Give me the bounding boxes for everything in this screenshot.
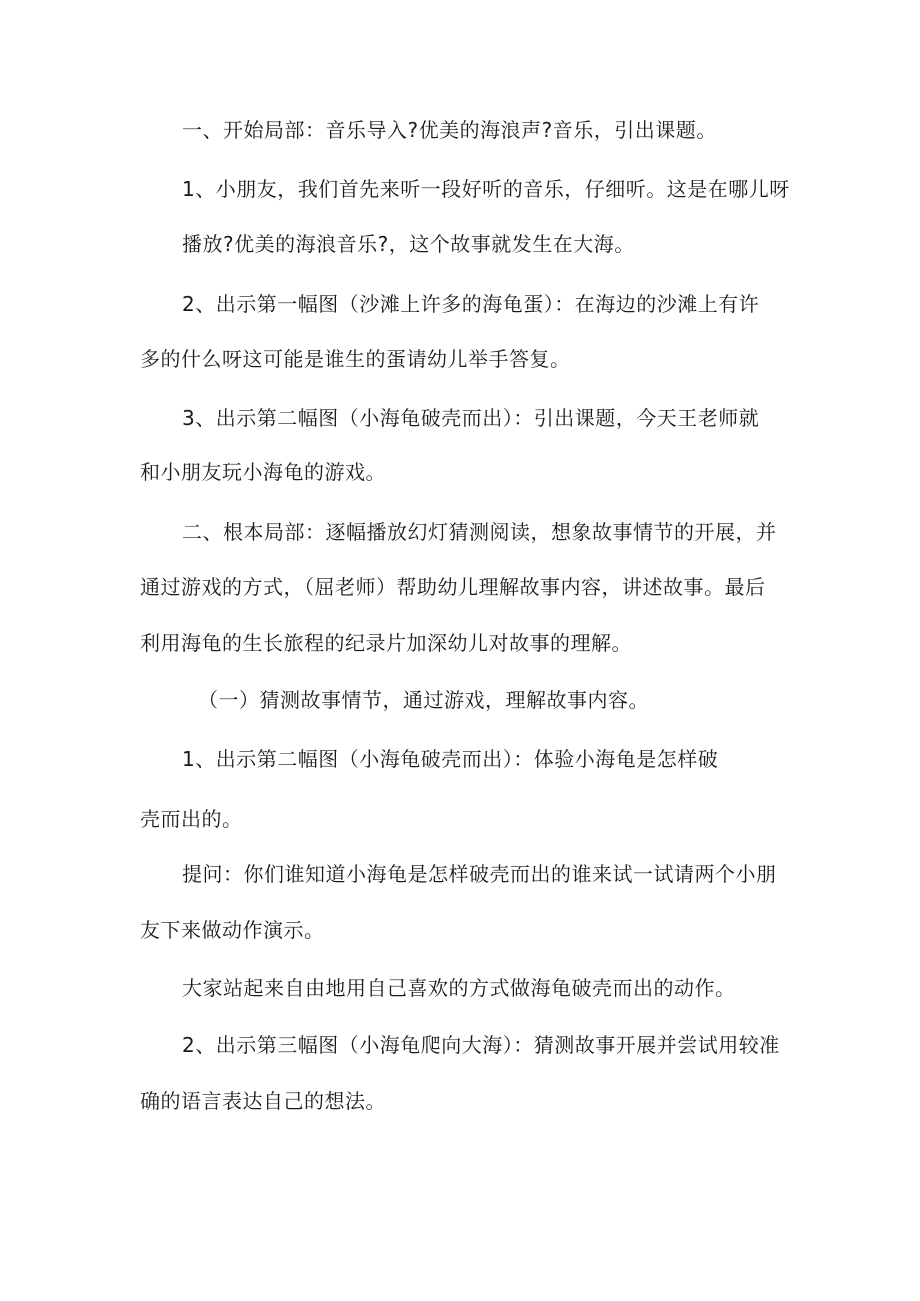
- subsection-heading: （一）猜测故事情节，通过游戏，理解故事内容。: [198, 688, 649, 712]
- paragraph-line: 利用海龟的生长旅程的纪录片加深幼儿对故事的理解。: [140, 631, 632, 655]
- paragraph-line: 1、出示第二幅图（小海龟破壳而出）：体验小海龟是怎样破: [182, 747, 719, 771]
- paragraph-line: 2、出示第三幅图（小海龟爬向大海）：猜测故事开展并尝试用较准: [182, 1033, 780, 1057]
- section-heading-opening: 一、开始局部：音乐导入?优美的海浪声?音乐，引出课题。: [182, 118, 717, 142]
- paragraph-line: 提问：你们谁知道小海龟是怎样破壳而出的谁来试一试请两个小朋: [182, 862, 777, 886]
- paragraph-line: 壳而出的。: [140, 807, 243, 831]
- paragraph-line: 通过游戏的方式，（屈老师）帮助幼儿理解故事内容，讲述故事。最后: [140, 575, 766, 599]
- section-heading-main: 二、根本局部：逐幅播放幻灯猜测阅读，想象故事情节的开展，并: [182, 520, 777, 544]
- paragraph-line: 多的什么呀这可能是谁生的蛋请幼儿举手答复。: [140, 347, 571, 371]
- paragraph-line: 播放?优美的海浪音乐?，这个故事就发生在大海。: [182, 232, 635, 256]
- paragraph-line: 3、出示第二幅图（小海龟破壳而出）：引出课题，今天王老师就: [182, 406, 760, 430]
- paragraph-line: 和小朋友玩小海龟的游戏。: [140, 460, 386, 484]
- paragraph-line: 1、小朋友，我们首先来听一段好听的音乐，仔细听。这是在哪儿呀: [182, 177, 790, 201]
- paragraph-line: 确的语言表达自己的想法。: [140, 1089, 386, 1113]
- paragraph-line: 大家站起来自由地用自己喜欢的方式做海龟破壳而出的动作。: [182, 976, 736, 1000]
- paragraph-line: 友下来做动作演示。: [140, 918, 325, 942]
- paragraph-line: 2、出示第一幅图（沙滩上许多的海龟蛋）：在海边的沙滩上有许: [182, 292, 760, 316]
